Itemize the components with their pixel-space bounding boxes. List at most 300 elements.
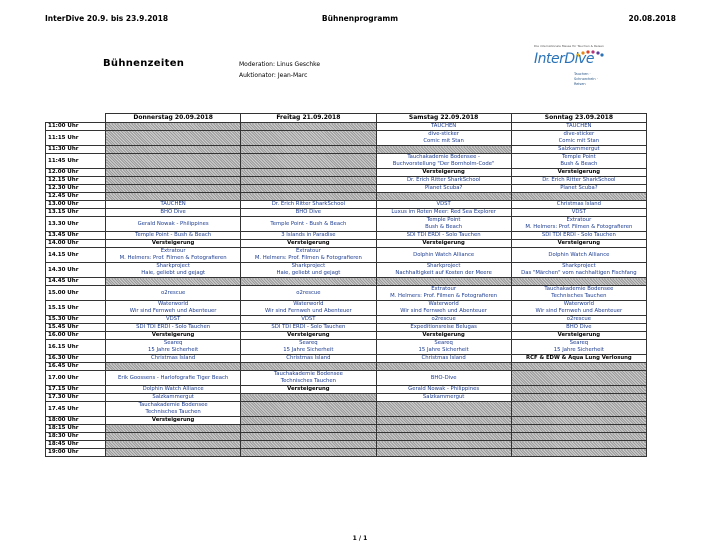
event-cell [106, 301, 241, 316]
event-line: Tauchakademie Bodensee [544, 286, 614, 292]
event-cell [106, 371, 241, 386]
event-cell [511, 286, 646, 301]
table-row [46, 286, 647, 301]
empty-slot [511, 433, 646, 441]
table-row [46, 263, 647, 278]
table-row [46, 131, 647, 146]
event-cell [106, 316, 241, 324]
event-cell [241, 232, 376, 240]
event-line: SDI TDI ERDI - Solo Tauchen [541, 232, 616, 238]
event-line: Versteigerung [151, 240, 195, 246]
event-line: VDST [165, 316, 181, 322]
event-line: Waterworld [563, 301, 594, 307]
event-cell [511, 301, 646, 316]
table-row [46, 355, 647, 363]
empty-slot [106, 123, 241, 131]
event-line: Seareq [434, 340, 453, 346]
empty-slot [241, 394, 376, 402]
empty-slot [106, 425, 241, 433]
event-line: VDST [436, 201, 451, 207]
event-line: o2rescue [161, 289, 186, 296]
table-row [46, 248, 647, 263]
table-row [46, 177, 647, 185]
empty-slot [376, 278, 511, 286]
event-line: Comic mit Stan [558, 138, 600, 144]
event-line: Versteigerung [151, 332, 195, 338]
event-line: Sharkproject [291, 263, 326, 269]
empty-slot [376, 402, 511, 417]
event-cell [376, 286, 511, 301]
event-line: Temple Point [562, 154, 596, 160]
empty-slot [511, 363, 646, 371]
event-cell [106, 248, 241, 263]
event-cell [106, 286, 241, 301]
table-row [46, 240, 647, 248]
empty-slot [376, 146, 511, 154]
table-row [46, 278, 647, 286]
time-slot: 16.15 Uhr [46, 340, 106, 355]
event-line: Technisches Tauchen [145, 409, 201, 415]
empty-slot [376, 441, 511, 449]
table-row [46, 340, 647, 355]
empty-slot [241, 363, 376, 371]
event-line: o2rescue [296, 289, 321, 296]
event-cell [511, 263, 646, 278]
column-header: Sonntag 23.09.2018 [511, 114, 646, 123]
event-line: Versteigerung [287, 386, 330, 392]
event-line: 15 Jahre Sicherheit [418, 347, 469, 353]
empty-slot [106, 146, 241, 154]
time-slot: 12.00 Uhr [46, 169, 106, 177]
event-cell [376, 123, 511, 131]
time-slot: 11:30 Uhr [46, 146, 106, 154]
event-cell [241, 355, 376, 363]
time-slot: 12.45 Uhr [46, 193, 106, 201]
event-line: Extratour [160, 248, 186, 254]
event-cell [376, 248, 511, 263]
event-line: Tauchakademie Bodensee - [407, 154, 480, 160]
empty-slot [241, 433, 376, 441]
time-slot: 14.15 Uhr [46, 248, 106, 263]
empty-slot [241, 177, 376, 185]
event-line: Salzkammergut [422, 394, 465, 400]
table-row [46, 324, 647, 332]
empty-slot [511, 371, 646, 386]
column-header: Freitag 21.09.2018 [241, 114, 376, 123]
event-cell [106, 217, 241, 232]
event-line: Temple Point - Bush & Beach [135, 232, 212, 238]
event-cell [511, 154, 646, 169]
time-slot: 11:00 Uhr [46, 123, 106, 131]
event-cell [376, 131, 511, 146]
time-slot: 14.00 Uhr [46, 240, 106, 248]
event-cell [376, 185, 511, 193]
empty-slot [241, 449, 376, 457]
event-line: M. Helmers: Prof. Filmen & Fotografieren [254, 255, 362, 261]
event-line: Planet Scuba? [560, 185, 598, 191]
document-header-center: Bühnenprogramm [321, 14, 399, 23]
table-row [46, 402, 647, 417]
empty-slot [106, 131, 241, 146]
event-line: Expeditionsreise Belugas [410, 324, 477, 330]
event-cell [511, 316, 646, 324]
empty-slot [511, 425, 646, 433]
event-cell [241, 209, 376, 217]
table-row [46, 209, 647, 217]
time-slot: 15.15 Uhr [46, 301, 106, 316]
time-slot: 16.00 Uhr [46, 332, 106, 340]
event-cell [376, 240, 511, 248]
event-cell [511, 248, 646, 263]
event-cell [241, 263, 376, 278]
empty-slot [241, 441, 376, 449]
page-number: 1 / 1 [352, 535, 368, 542]
table-row [46, 433, 647, 441]
empty-slot [241, 193, 376, 201]
event-cell [376, 209, 511, 217]
event-cell [376, 332, 511, 340]
time-slot: 19:00 Uhr [46, 449, 106, 457]
time-slot: 15.45 Uhr [46, 324, 106, 332]
event-line: 15 Jahre Sicherheit [553, 347, 604, 353]
time-slot: 16.30 Uhr [46, 355, 106, 363]
event-cell [511, 146, 646, 154]
empty-slot [241, 123, 376, 131]
event-line: Wir sind Fernweh und Abenteuer [535, 308, 623, 314]
event-line: o2rescue [566, 316, 591, 322]
event-cell [511, 355, 646, 363]
event-line: Christmas Island [151, 355, 196, 361]
empty-slot [511, 394, 646, 402]
event-cell [241, 248, 376, 263]
table-row [46, 154, 647, 169]
event-cell [106, 240, 241, 248]
event-cell [106, 232, 241, 240]
event-line: Gerald Nowak - Philippines [137, 220, 209, 227]
moderation-label: Moderation: Linus Geschke [239, 61, 321, 68]
empty-slot [106, 449, 241, 457]
empty-slot [511, 193, 646, 201]
table-row [46, 332, 647, 340]
event-cell [511, 123, 646, 131]
event-line: Comic mit Stan [423, 138, 464, 144]
empty-slot [511, 449, 646, 457]
event-line: Gerald Nowak - Philippines [408, 386, 480, 392]
event-line: Nachhaltigkeit auf Kosten der Meere [395, 270, 492, 276]
event-cell [241, 301, 376, 316]
event-cell [106, 355, 241, 363]
empty-slot [241, 154, 376, 169]
event-cell [511, 169, 646, 177]
column-header: Donnerstag 20.09.2018 [106, 114, 241, 123]
event-line: TAUCHEN [430, 123, 457, 129]
event-line: o2rescue [431, 316, 456, 322]
table-row [46, 371, 647, 386]
event-line: SDI TDI ERDI - Solo Tauchen [136, 324, 211, 330]
event-cell [241, 371, 376, 386]
table-row [46, 169, 647, 177]
event-line: Dr. Erich Ritter SharkSchool [271, 201, 346, 207]
event-line: Das "Märchen" vom nachhaltigen Fischfang [521, 270, 637, 276]
event-line: 15 Jahre Sicherheit [148, 347, 199, 353]
event-cell [376, 371, 511, 386]
event-line: dive-sticker [428, 131, 459, 137]
table-row [46, 193, 647, 201]
event-line: Wir sind Fernweh und Abenteuer [400, 308, 487, 314]
event-cell [511, 232, 646, 240]
empty-slot [511, 441, 646, 449]
empty-slot [106, 177, 241, 185]
event-line: TAUCHEN [566, 123, 592, 129]
event-line: Seareq [569, 340, 589, 346]
time-slot: 17.00 Uhr [46, 371, 106, 386]
event-line: 15 Jahre Sicherheit [283, 347, 334, 353]
column-header: Samstag 22.09.2018 [376, 114, 511, 123]
table-row [46, 441, 647, 449]
empty-slot [241, 402, 376, 417]
table-row [46, 201, 647, 209]
empty-slot [241, 146, 376, 154]
event-cell [241, 217, 376, 232]
event-cell [106, 263, 241, 278]
event-cell [241, 240, 376, 248]
empty-slot [376, 193, 511, 201]
logo-brand: InterDive [534, 51, 594, 67]
event-line: Erik Goossens - Harlofografie Tiger Beach [118, 374, 229, 381]
event-line: Christmas Island [556, 201, 601, 207]
event-line: Technisches Tauchen [280, 378, 337, 384]
event-cell [376, 177, 511, 185]
event-cell [376, 301, 511, 316]
page-title: Bühnenzeiten [103, 58, 185, 69]
empty-slot [241, 425, 376, 433]
table-row [46, 301, 647, 316]
event-cell [376, 217, 511, 232]
event-line: Technisches Tauchen [551, 293, 607, 299]
event-cell [241, 316, 376, 324]
document-header-left: InterDive 20.9. bis 23.9.2018 [45, 14, 169, 23]
event-line: M. Helmers: Prof. Filmen & Fotografieren [525, 224, 633, 230]
event-cell [106, 332, 241, 340]
time-slot: 13.00 Uhr [46, 201, 106, 209]
empty-slot [241, 131, 376, 146]
time-slot: 13.30 Uhr [46, 217, 106, 232]
event-line: Wir sind Fernweh und Abenteuer [129, 308, 217, 314]
event-line: Versteigerung [422, 169, 465, 175]
empty-slot [106, 169, 241, 177]
time-slot: 15.00 Uhr [46, 286, 106, 301]
event-line: M. Helmers: Prof. Filmen & Fotografieren [119, 255, 227, 261]
event-cell [241, 386, 376, 394]
event-line: Seareq [299, 340, 318, 346]
table-row [46, 146, 647, 154]
event-cell [511, 324, 646, 332]
event-cell [106, 201, 241, 209]
event-cell [376, 316, 511, 324]
event-cell [511, 185, 646, 193]
event-cell [511, 240, 646, 248]
event-line: Bush & Beach [560, 161, 598, 167]
event-line: RCF & EDW & Aqua Lung Verlosung [526, 355, 632, 361]
event-cell [511, 177, 646, 185]
empty-slot [376, 417, 511, 425]
event-line: Versteigerung [287, 332, 330, 338]
empty-slot [106, 185, 241, 193]
empty-slot [241, 417, 376, 425]
event-line: 3 Islands in Paradise [281, 232, 336, 238]
empty-slot [241, 278, 376, 286]
table-row [46, 217, 647, 232]
event-cell [106, 386, 241, 394]
event-line: M. Helmers: Prof. Filmen & Fotografieren [390, 293, 498, 299]
interdive-logo [534, 44, 614, 104]
table-row [46, 316, 647, 324]
event-line: Extratour [295, 248, 321, 254]
event-line: Temple Point [426, 217, 461, 223]
event-cell [376, 394, 511, 402]
event-cell [241, 324, 376, 332]
auctioneer-label: Auktionator: Jean-Marc [239, 72, 308, 79]
empty-slot [106, 278, 241, 286]
time-slot: 18:30 Uhr [46, 433, 106, 441]
event-line: SDI TDI ERDI - Solo Tauchen [271, 324, 346, 330]
time-slot: 12.30 Uhr [46, 185, 106, 193]
event-line: Extratour [566, 217, 592, 223]
event-cell [241, 332, 376, 340]
event-line: Salzkammergut [558, 146, 600, 152]
event-cell [376, 340, 511, 355]
event-line: Christmas Island [286, 355, 331, 361]
event-line: Christmas Island [421, 355, 466, 361]
event-line: Haie, geliebt und gejagt [141, 270, 206, 276]
event-cell [106, 209, 241, 217]
empty-slot [106, 154, 241, 169]
empty-slot [376, 433, 511, 441]
empty-slot [376, 363, 511, 371]
event-line: Waterworld [428, 301, 459, 307]
event-line: Luxus im Roten Meer: Red Sea Explorer [391, 209, 496, 215]
table-row [46, 425, 647, 433]
event-line: BHO-Dive [430, 374, 457, 381]
event-cell [241, 286, 376, 301]
empty-slot [106, 363, 241, 371]
table-row [46, 386, 647, 394]
event-cell [241, 201, 376, 209]
time-slot: 15.30 Uhr [46, 316, 106, 324]
event-line: BHO Dive [295, 209, 322, 215]
event-line: TAUCHEN [160, 201, 186, 207]
event-line: Tauchakademie Bodensee [273, 371, 343, 377]
empty-slot [511, 386, 646, 394]
event-cell [376, 169, 511, 177]
time-slot: 16.45 Uhr [46, 363, 106, 371]
table-row [46, 363, 647, 371]
event-line: BHO Dive [566, 324, 592, 330]
time-slot: 14.45 Uhr [46, 278, 106, 286]
event-cell [241, 340, 376, 355]
event-line: Sharkproject [156, 263, 190, 269]
event-line: Salzkammergut [152, 394, 194, 400]
event-cell [376, 263, 511, 278]
event-line: Wir sind Fernweh und Abenteuer [265, 308, 352, 314]
header-corner [46, 114, 106, 123]
event-cell [106, 324, 241, 332]
time-slot: 18:45 Uhr [46, 441, 106, 449]
event-cell [376, 232, 511, 240]
empty-slot [241, 185, 376, 193]
empty-slot [106, 441, 241, 449]
event-cell [106, 417, 241, 425]
empty-slot [241, 169, 376, 177]
event-line: VDST [571, 209, 587, 215]
event-line: VDST [301, 316, 316, 322]
event-line: Extratour [431, 286, 457, 292]
event-line: Tauchakademie Bodensee [138, 402, 208, 408]
event-line: Dolphin Watch Alliance [548, 251, 610, 258]
event-cell [106, 402, 241, 417]
table-row [46, 123, 647, 131]
event-cell [106, 340, 241, 355]
table-row [46, 185, 647, 193]
empty-slot [376, 425, 511, 433]
event-line: Seareq [163, 340, 183, 346]
document-header-date: 20.08.2018 [628, 14, 676, 23]
event-line: Dr. Erich Ritter SharkSchool [406, 177, 481, 183]
event-line: Versteigerung [557, 332, 601, 338]
schedule-body [46, 123, 647, 457]
event-line: Dolphin Watch Alliance [413, 251, 475, 258]
time-slot: 17.30 Uhr [46, 394, 106, 402]
time-slot: 12.15 Uhr [46, 177, 106, 185]
event-cell [376, 324, 511, 332]
event-line: Versteigerung [422, 332, 465, 338]
empty-slot [511, 278, 646, 286]
event-line: Dolphin Watch Alliance [142, 386, 204, 392]
event-cell [376, 154, 511, 169]
time-slot: 18:00 Uhr [46, 417, 106, 425]
logo-tagline: Die internationale Messe für Tauchen & Reisen [534, 44, 604, 48]
event-line: Waterworld [158, 301, 189, 307]
time-slot: 13.45 Uhr [46, 232, 106, 240]
event-line: Dr. Erich Ritter SharkSchool [542, 177, 616, 183]
time-slot: 11:15 Uhr [46, 131, 106, 146]
event-line: BHO Dive [160, 209, 186, 215]
empty-slot [106, 193, 241, 201]
event-line: Versteigerung [151, 417, 195, 423]
event-cell [511, 131, 646, 146]
event-line: Versteigerung [287, 240, 330, 246]
event-line: Bush & Beach [425, 224, 463, 230]
event-line: Temple Point - Bush & Beach [270, 220, 347, 227]
empty-slot [106, 433, 241, 441]
event-cell [376, 201, 511, 209]
event-line: SDI TDI ERDI - Solo Tauchen [406, 232, 481, 238]
logo-subtitle: Tauchen · Schnorcheln · Reisen [574, 72, 598, 86]
event-line: Haie, geliebt und gejagt [276, 270, 341, 276]
time-slot: 11:45 Uhr [46, 154, 106, 169]
event-cell [511, 340, 646, 355]
event-line: dive-sticker [563, 131, 595, 137]
schedule-header-row [46, 114, 647, 123]
event-line: Versteigerung [557, 240, 601, 246]
event-cell [511, 217, 646, 232]
time-slot: 17.15 Uhr [46, 386, 106, 394]
event-line: Buchvorstellung "Der Bornholm-Code" [392, 161, 495, 167]
time-slot: 14.30 Uhr [46, 263, 106, 278]
event-line: Sharkproject [562, 263, 596, 269]
event-line: Sharkproject [426, 263, 461, 269]
event-cell [376, 386, 511, 394]
